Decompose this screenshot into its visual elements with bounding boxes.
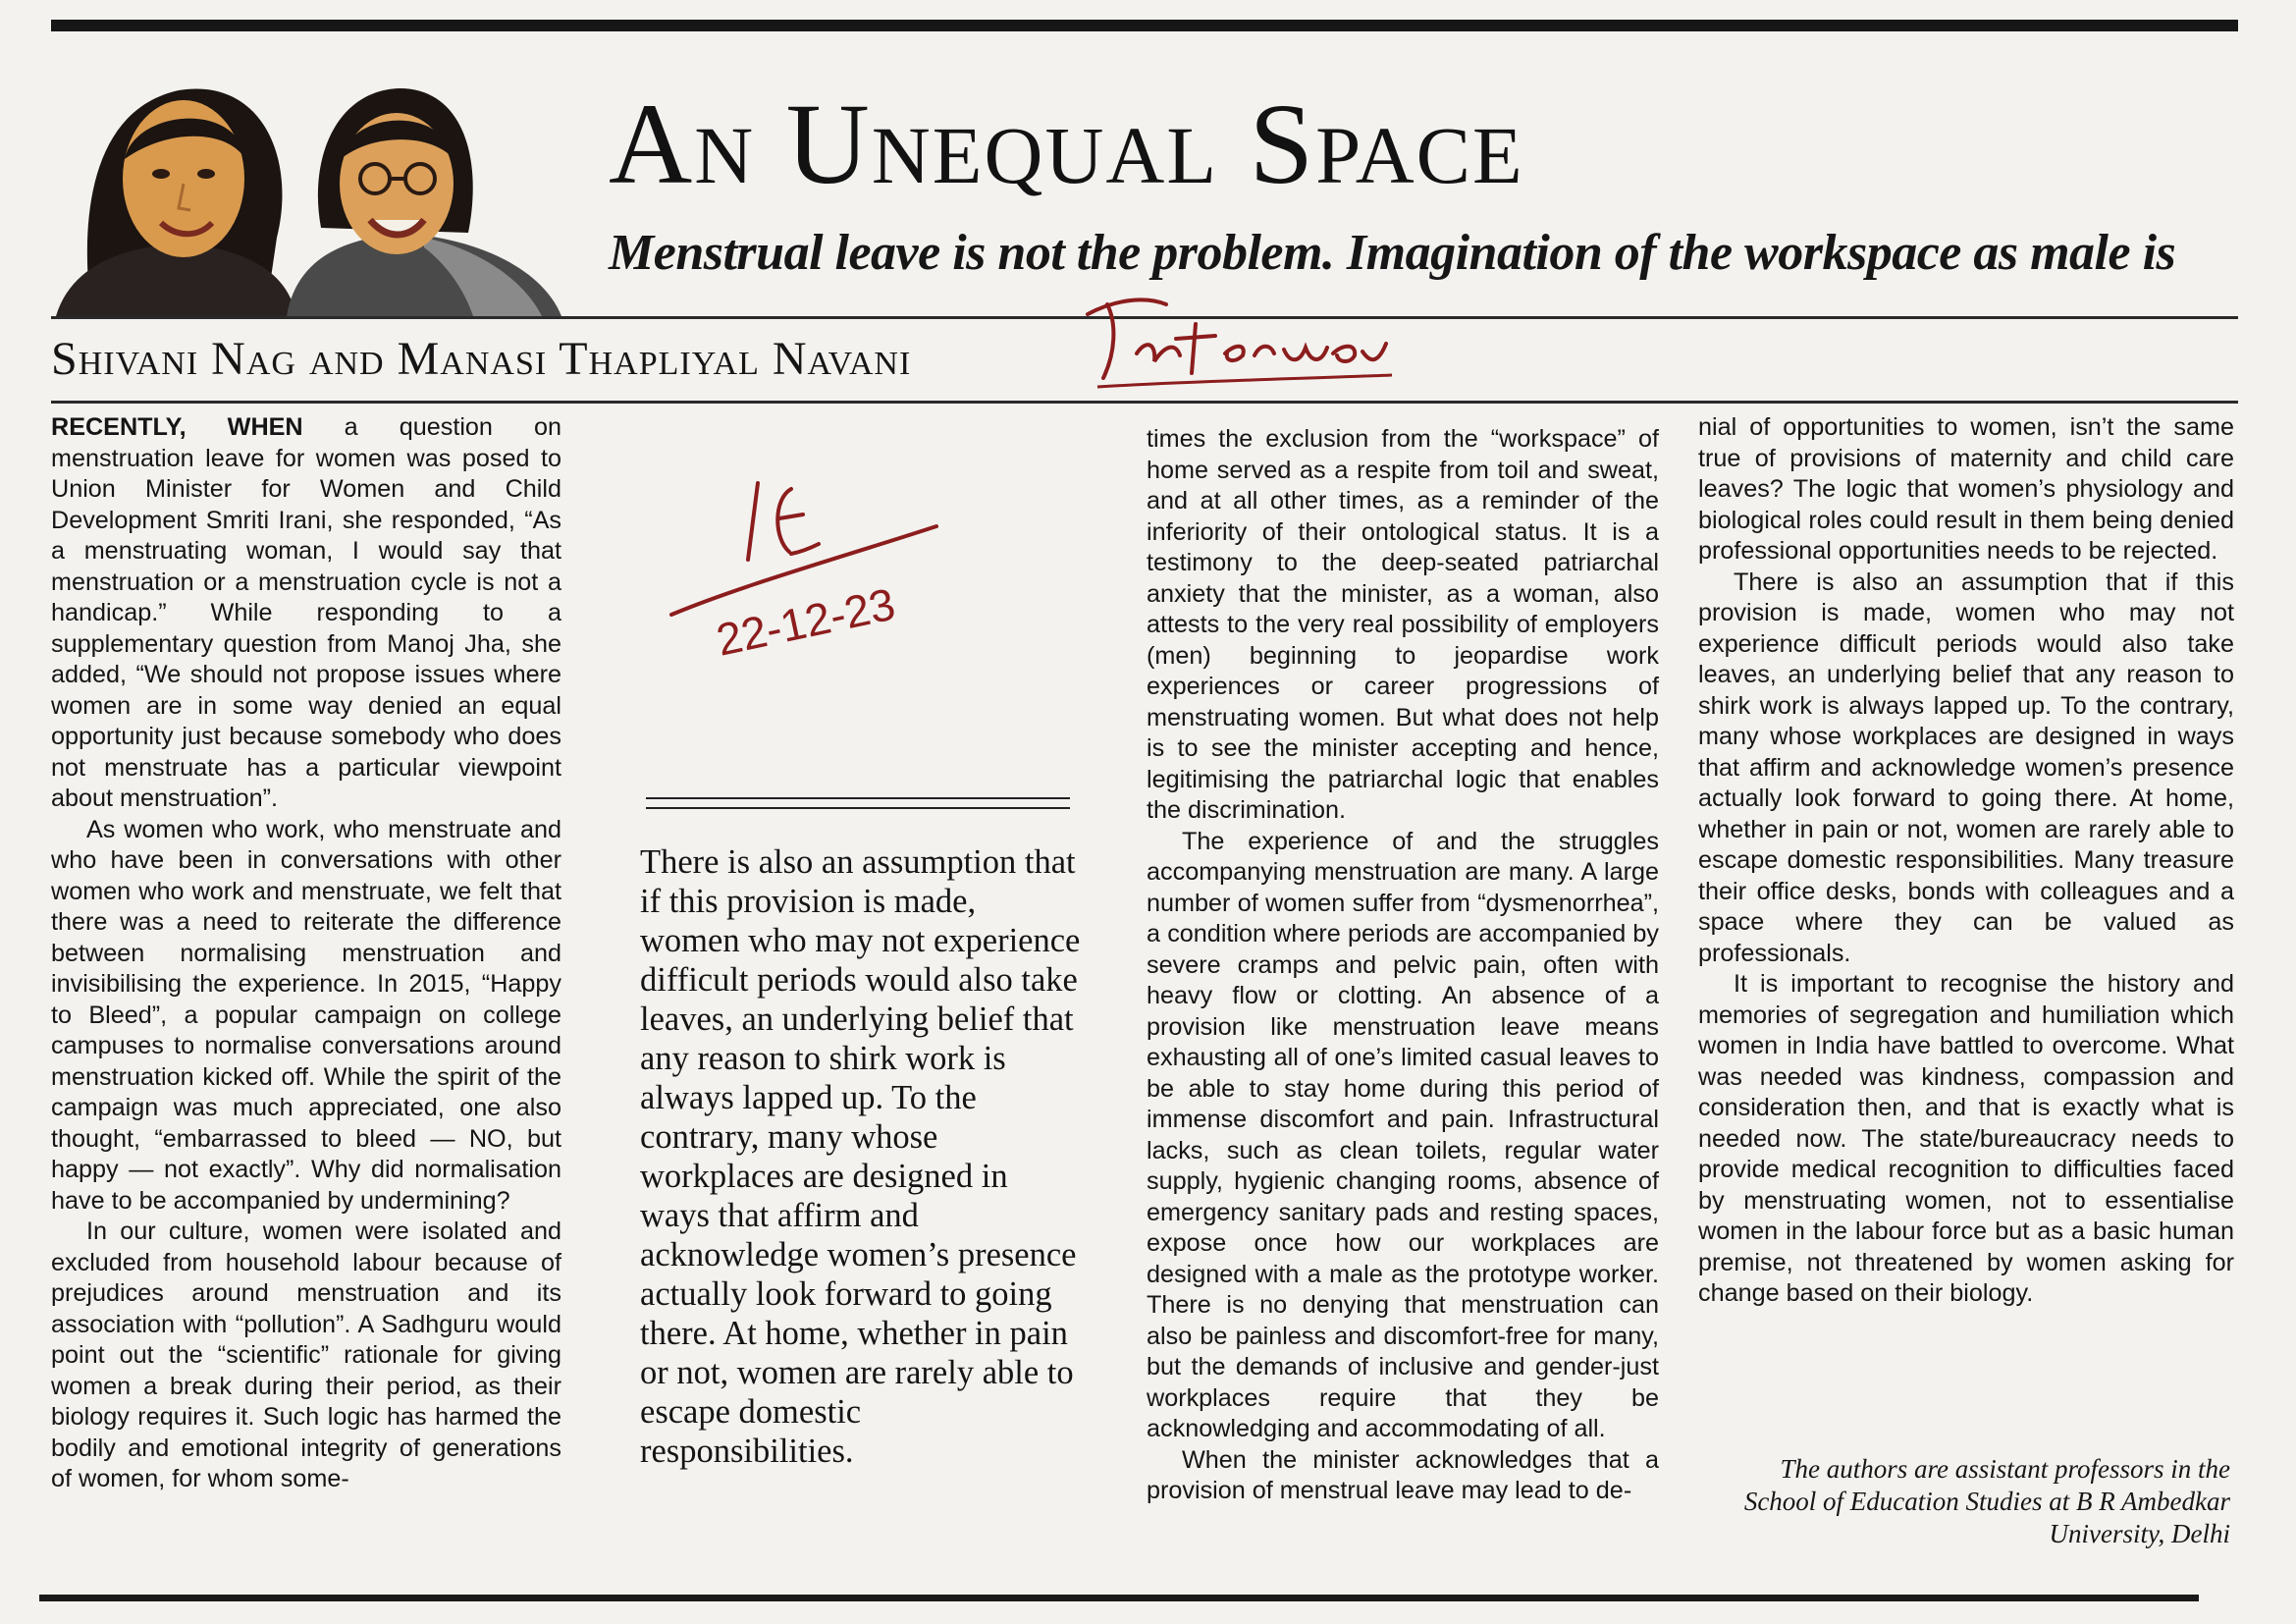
paragraph-col3-3: When the minister acknowledges that a provision of menstrual leave may lead to de- [1147,1445,1659,1504]
paragraph-col4-3: It is important to recognise the history and memories of segregation and humiliation which women in India have battled to overcome. What was needed was kindness, compassion and consideration then, and that is exactly what is needed now. The state/bureaucracy needs to provide medical recognition to difficulties faced by menstruating women, not to essentialise women in the labour force but as a basic human premise, not threatened by women asking for change based on their biology. [1698,970,2234,1307]
headline: An Unequal Space [609,80,1524,208]
handwritten-interview-note [1078,285,1402,398]
byline: Shivani Nag and Manasi Thapliyal Navani [51,333,912,385]
paragraph-1 [51,412,561,815]
author-footnote: The authors are assistant professors in the School of Education Studies at B R Ambedkar University, Delhi [1743,1454,2230,1548]
paragraph-col3-1: times the exclusion from the “workspace” of home served as a respite from toil and sweat, and at all other times, as a reminder of the inferiority of their ontological status. It is a testimony to the deep-seated patriarchal anxiety that the minister, as a woman, also attests to the very real possibility of employers (men) beginning to jeopardise work experiences or career progressions of menstruating women. But what does not help is to see the minister accepting and hence, legitimising the patriarchal logic that enables the discrimination. [1147,425,1659,824]
author-portrait-left [56,88,296,316]
paragraph-3: In our culture, women were isolated and excluded from household labour because of prejudices around menstruation and its association with “pollution”. A Sadhguru would point out the “scientific” rationale for giving women a break during their period, as their biology requires it. Such logic has harmed the bodily and emotional integrity of generations of women, for whom some- [51,1218,561,1492]
top-rule [51,20,2238,31]
lead-in: RECENTLY, WHEN [51,413,303,441]
rule-under-byline [51,401,2238,404]
handwritten-date-drawing [664,469,1017,666]
pullquote-rule-bottom [646,807,1070,809]
article-column-1 [51,412,561,1495]
subheadline: Menstrual leave is not the problem. Imagination of the workspace as male is [609,225,2176,281]
bottom-rule [39,1595,2199,1601]
paragraph-1-text: a question on menstruation leave for women was posed to Union Minister for Women and Child Development Smriti Irani, she responded, “As a menstruating woman, I would say that menstruation or a menstruation cycle is not a handicap.” While responding to a supplementary question from Manoj Jha, she added, “We should not propose issues where women are in some way denied an equal opportunity just because somebody who does not menstruate has a particular viewpoint about menstruation”. [51,413,561,812]
author-portrait-right [287,88,561,316]
pullquote-rule-top [646,797,1070,799]
handwritten-interview-drawing [1078,285,1402,393]
article-column-4 [1698,412,2234,1310]
paragraph-col3-2: The experience of and the struggles accompanying menstruation are many. A large number of women suffer from “dysmenorrhea”, a condition where periods are accompanied by severe cramps and pelvic pain, often with heavy flow or clotting. An absence of a provision like menstruation leave means exhausting all of one’s limited casual leaves to be able to stay home during this period of immense discomfort and pain. Infrastructural lacks, such as clean toilets, regular water supply, hygienic changing rooms, absence of emergency sanitary pads and resting spaces, expose once how our workplaces are designed with a male as the prototype worker. There is no denying that menstruation can also be painless and discomfort-free for many, but the demands of inclusive and gender-just workplaces require that they be acknowledging and accommodating of all. [1147,827,1659,1442]
paragraph-2: As women who work, who menstruate and who have been in conversations with other women who work and menstruate, we felt that there was a need to reiterate the difference between normalising menstruation and invisibilising the experience. In 2015, “Happy to Bleed”, a popular campaign on college campuses to normalise conversations around menstruation kicked off. While the spirit of the campaign was much appreciated, one also thought, “embarrassed to bleed — NO, but happy — not exactly”. Why did normalisation have to be accompanied by undermining? [51,815,561,1215]
date-note-text: 22-12-23 [712,577,900,666]
authors-portrait [51,51,571,316]
pullquote: There is also an assumption that if this provision is made, women who may not experience difficult periods would also take leaves, an underlying belief that any reason to shirk work is always lapped up. To the contrary, many whose workplaces are designed in ways that affirm and acknowledge women’s presence actually look forward to going there. At home, whether in pain or not, women are rarely able to escape domestic responsibilities. [640,843,1081,1470]
article-column-3 [1147,424,1659,1507]
paragraph-col4-2: There is also an assumption that if this provision is made, women who may not experience difficult periods would also take leaves, an underlying belief that any reason to shirk work is always lapped up. To the contrary, many whose workplaces are designed in ways that affirm and acknowledge women’s presence actually look forward to going there. At home, whether in pain or not, women are rarely able to escape domestic responsibilities. Many treasure their office desks, bonds with colleagues and a space where they can be valued as professionals. [1698,568,2234,967]
handwritten-date-note [664,469,1017,671]
paragraph-col4-1: nial of opportunities to women, isn’t the same true of provisions of maternity and child care leaves? The logic that women’s physiology and biological roles could result in them being denied professional opportunities needs to be rejected. [1698,413,2234,565]
